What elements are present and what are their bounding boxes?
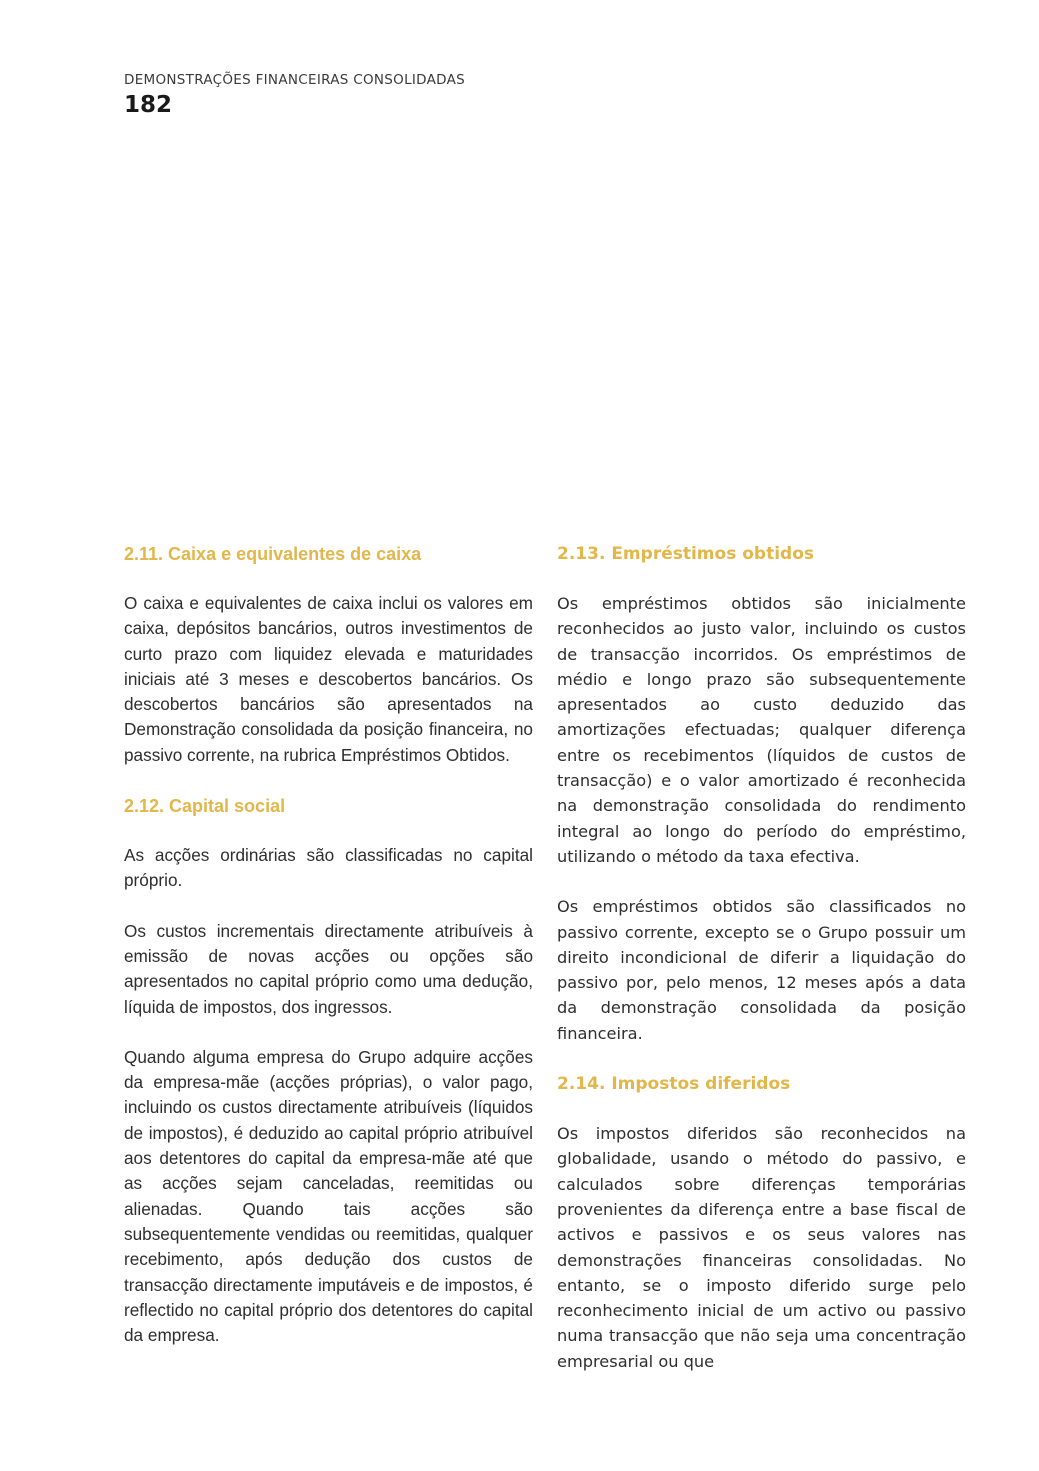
section-heading-2-14: 2.14. Impostos diferidos: [557, 1074, 791, 1095]
section-2-12-paragraph-1: As acções ordinárias são classificadas no capital próprio.: [124, 845, 533, 891]
section-2-11-paragraph: O caixa e equivalentes de caixa inclui os valores em caixa, depósitos bancários, outros investimentos de curto prazo com liquidez elevada e maturidades iniciais até 3 meses e descobertos bancários. Os descobertos bancários são apresentados na Demonstração consolidada da posição financeira, no passivo corrente, na rubrica Empréstimos Obtidos.: [124, 593, 533, 765]
right-column: [557, 540, 966, 1374]
section-2-12-paragraph-3: Quando alguma empresa do Grupo adquire acções da empresa-mãe (acções próprias), o valor pago, incluindo os custos directamente atribuíveis (líquidos de impostos), é deduzido ao capital próprio atribuível aos detentores do capital da empresa-mãe até que as acções sejam canceladas, reemitidas ou alienadas. Quando tais acções são subsequentemente vendidas ou reemitidas, qualquer recebimento, após dedução dos custos de transacção directamente imputáveis e de impostos, é reflectido no capital próprio dos detentores do capital da empresa.: [124, 1046, 533, 1346]
section-2-12-paragraph-2: Os custos incrementais directamente atribuíveis à emissão de novas acções ou opções são apresentados no capital próprio como uma dedução, líquida de impostos, dos ingressos.: [124, 920, 533, 1017]
page-header: [124, 70, 465, 120]
section-2-14-paragraph-1: Os impostos diferidos são reconhecidos na globalidade, usando o método do passivo, e calculados sobre diferenças temporárias provenientes da diferença entre a base fiscal de activos e passivos e os seus valores nas demonstrações financeiras consolidadas. No entanto, se o imposto diferido surge pelo reconhecimento inicial de um activo ou passivo numa transacção que não seja uma concentração empresarial ou que: [557, 1124, 966, 1371]
left-column: [124, 540, 533, 1348]
section-heading-2-11: 2.11. Caixa e equivalentes de caixa: [124, 544, 422, 564]
section-2-13-paragraph-2: Os empréstimos obtidos são classificados no passivo corrente, excepto se o Grupo possuir um direito incondicional de diferir a liquidação do passivo por, pelo menos, 12 meses após a data da demonstração consolidada da posição financeira.: [557, 897, 966, 1043]
section-heading-2-13: 2.13. Empréstimos obtidos: [557, 544, 815, 564]
document-section-title: DEMONSTRAÇÕES FINANCEIRAS CONSOLIDADAS: [124, 72, 466, 88]
section-heading-2-12: 2.12. Capital social: [124, 796, 286, 817]
section-2-13-paragraph-1: Os empréstimos obtidos são inicialmente reconhecidos ao justo valor, incluindo os custos de transacção incorridos. Os empréstimos de médio e longo prazo são subsequentemente apresentados ao custo deduzido das amortizações efectuadas; qualquer diferença entre os recebimentos (líquidos de custos de transacção) e o valor amortizado é reconhecida na demonstração consolidada do rendimento integral ao longo do período do empréstimo, utilizando o método da taxa efectiva.: [557, 594, 966, 866]
page-number: 182: [124, 92, 173, 118]
